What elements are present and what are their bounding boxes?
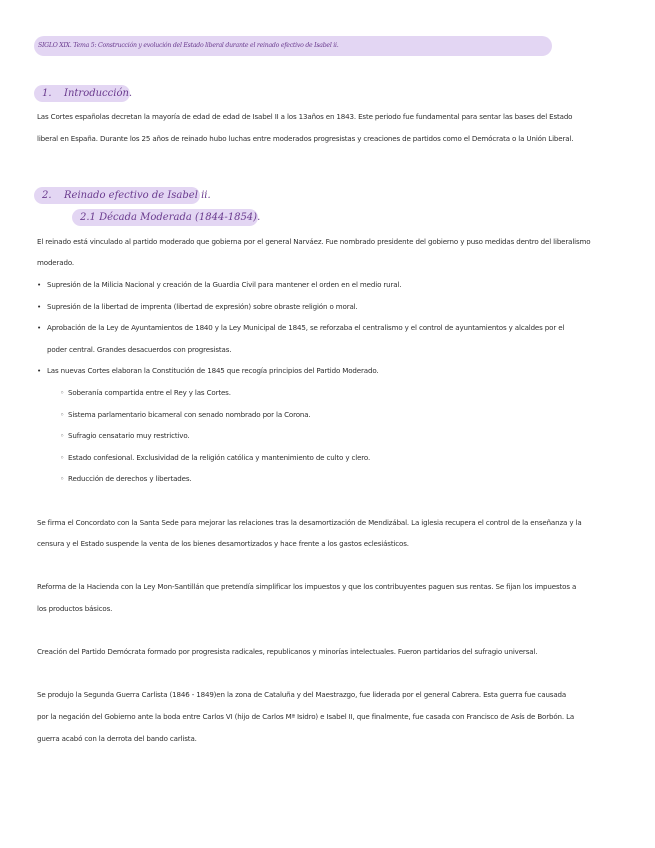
concordato-line-2: censura y el Estado suspende la venta de los bienes desamortizados y hace frente a los gastos eclesiásticos. [37, 539, 409, 548]
section-2-title: Reinado efectivo de Isabel ii. [64, 190, 211, 201]
sub-bullet-text: Reducción de derechos y libertades. [68, 474, 192, 483]
democrata-line-1: Creación del Partido Demócrata formado por progresista radicales, republicanos y minorías intelectuales. Fueron partidarios del sufragio universal. [37, 647, 538, 656]
bullet-text: Aprobación de la Ley de Ayuntamientos de 1840 y la Ley Municipal de 1845, se reforzaba el centralismo y el control de ayuntamientos y alcaldes por el [47, 323, 565, 332]
circle-bullet-icon: ◦ [60, 410, 65, 419]
circle-bullet-icon: ◦ [60, 431, 65, 440]
section-2-intro-line-1: El reinado está vinculado al partido moderado que gobierna por el general Narváez. Fue nombrado presidente del gobierno y puso medidas dentro del liberalismo [37, 237, 591, 246]
guerra-line-2: por la negación del Gobierno ante la boda entre Carlos VI (hijo de Carlos Mª Isidro) e Isabel II, que finalmente, fue casada con Francisco de Asís de Borbón. La [37, 712, 575, 721]
guerra-line-3: guerra acabó con la derrota del bando carlista. [37, 734, 197, 743]
section-2-number: 2. [42, 190, 52, 201]
intro-line-1: Las Cortes españolas decretan la mayoría de edad de edad de Isabel II a los 13años en 1843. Este periodo fue fundamental para sentar las bases del Estado [37, 112, 573, 121]
circle-bullet-icon: ◦ [60, 474, 65, 483]
section-1-number: 1. [42, 88, 52, 99]
hacienda-line-1: Reforma de la Hacienda con la Ley Mon-Santillán que pretendía simplificar los impuestos y que los contribuyentes paguen sus rentas. Se fijan los impuestos a [37, 582, 577, 591]
intro-line-2: liberal en España. Durante los 25 años de reinado hubo luchas entre moderados progresistas y creaciones de partidos como el Demócrata o la Unión Liberal. [37, 134, 574, 143]
bullet-dot-icon: • [37, 366, 42, 375]
bullet-text: poder central. Grandes desacuerdos con progresistas. [47, 345, 232, 354]
sub-bullet-item [60, 404, 311, 426]
section-1-title: Introducción. [64, 88, 133, 99]
sub-bullet-text: Soberanía compartida entre el Rey y las Cortes. [68, 388, 231, 397]
sub-bullet-item [60, 447, 370, 469]
bullet-dot-icon: • [37, 302, 42, 311]
section-2-heading [34, 187, 211, 204]
guerra-line-1: Se produjo la Segunda Guerra Carlista (1846 - 1849)en la zona de Cataluña y del Maestrazgo, fue liderada por el general Cabrera. Esta guerra fue causada [37, 690, 567, 699]
sub-bullet-text: Sufragio censatario muy restrictivo. [68, 431, 190, 440]
circle-bullet-icon: ◦ [60, 388, 65, 397]
section-1-heading [34, 85, 133, 102]
subsection-heading: 2.1 Década Moderada (1844-1854). [72, 209, 258, 226]
sub-bullet-text: Estado confesional. Exclusividad de la religión católica y mantenimiento de culto y clero. [68, 453, 371, 462]
bullet-dot-icon: • [37, 280, 42, 289]
sub-bullet-item [60, 468, 192, 490]
sub-bullet-text: Sistema parlamentario bicameral con senado nombrado por la Corona. [68, 410, 311, 419]
sub-bullet-item [60, 382, 231, 404]
bullet-dot-icon: • [37, 323, 42, 332]
section-2-intro-line-2: moderado. [37, 258, 75, 267]
bullet-text: Supresión de la Milicia Nacional y creación de la Guardia Civil para mantener el orden en el medio rural. [47, 280, 402, 289]
bullet-text: Las nuevas Cortes elaboran la Constitución de 1845 que recogía principios del Partido Moderado. [47, 366, 379, 375]
sub-bullet-item [60, 425, 190, 447]
bullet-text: Supresión de la libertad de imprenta (libertad de expresión) sobre obraste religión o moral. [47, 302, 358, 311]
page-title: SIGLO XIX. Tema 5: Construcción y evolución del Estado liberal durante el reinado efectivo de Isabel ii. [34, 36, 552, 56]
hacienda-line-2: los productos básicos. [37, 604, 113, 613]
circle-bullet-icon: ◦ [60, 453, 65, 462]
concordato-line-1: Se firma el Concordato con la Santa Sede para mejorar las relaciones tras la desamortización de Mendizábal. La iglesia recupera el control de la enseñanza y la [37, 518, 582, 527]
